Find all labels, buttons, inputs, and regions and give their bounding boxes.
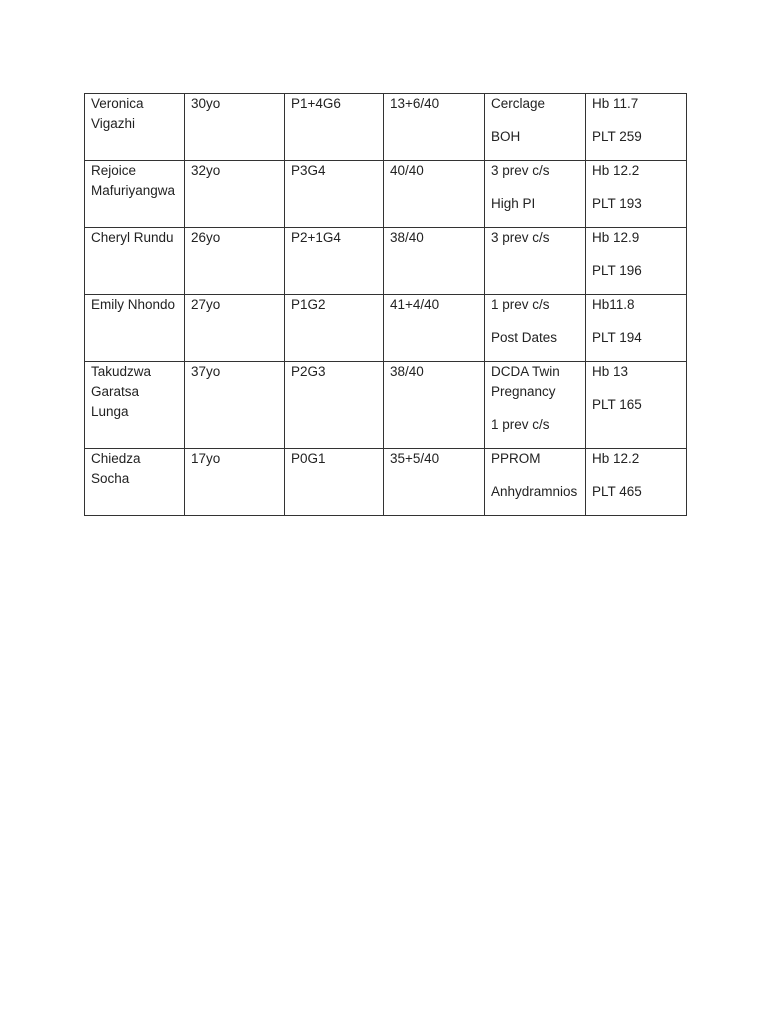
gestation-text: 38/40 <box>390 364 424 379</box>
parity-cell <box>285 449 384 516</box>
gestation-cell <box>384 228 485 295</box>
gestation-cell <box>384 449 485 516</box>
notes-cell <box>485 449 586 516</box>
gestation-text: 35+5/40 <box>390 451 440 466</box>
gestation-cell <box>384 295 485 362</box>
parity-text: P2+1G4 <box>291 230 341 245</box>
note-line: 1 prev c/s <box>491 417 550 432</box>
note-line: DCDA Twin <box>491 364 560 379</box>
age-cell <box>185 295 285 362</box>
parity-cell <box>285 228 384 295</box>
labs-cell <box>586 94 687 161</box>
plt-value: PLT 196 <box>592 263 642 278</box>
gestation-text: 13+6/40 <box>390 96 440 111</box>
labs-cell <box>586 295 687 362</box>
patient-name-cell <box>85 94 185 161</box>
patient-name-cell <box>85 228 185 295</box>
age-text: 26yo <box>191 230 221 245</box>
gestation-cell <box>384 362 485 449</box>
parity-cell <box>285 295 384 362</box>
notes-cell <box>485 228 586 295</box>
patient-name-cell <box>85 295 185 362</box>
age-text: 30yo <box>191 96 221 111</box>
patient-name-line: Rejoice <box>91 163 137 178</box>
age-cell <box>185 449 285 516</box>
patient-name-line: Chiedza <box>91 451 141 466</box>
patient-name-line: Cheryl Rundu <box>91 230 174 245</box>
hb-value: Hb 11.7 <box>592 96 639 111</box>
patient-name-line: Garatsa <box>91 384 140 399</box>
patient-name-line: Emily Nhondo <box>91 297 176 312</box>
hb-value: Hb 12.9 <box>592 230 640 245</box>
notes-cell <box>485 94 586 161</box>
age-text: 32yo <box>191 163 221 178</box>
age-cell <box>185 161 285 228</box>
age-text: 27yo <box>191 297 221 312</box>
age-text: 17yo <box>191 451 221 466</box>
parity-cell <box>285 362 384 449</box>
note-line: 3 prev c/s <box>491 163 550 178</box>
patient-name-line: Lunga <box>91 404 129 419</box>
gestation-cell <box>384 94 485 161</box>
note-line: 3 prev c/s <box>491 230 550 245</box>
patient-name-line: Mafuriyangwa <box>91 183 176 198</box>
notes-cell <box>485 161 586 228</box>
hb-value: Hb 12.2 <box>592 163 640 178</box>
patient-name-line: Takudzwa <box>91 364 152 379</box>
labs-cell <box>586 228 687 295</box>
table-row <box>85 228 687 295</box>
notes-cell <box>485 362 586 449</box>
patient-name-cell <box>85 362 185 449</box>
parity-cell <box>285 94 384 161</box>
parity-text: P1+4G6 <box>291 96 341 111</box>
gestation-cell <box>384 161 485 228</box>
note-line: Post Dates <box>491 330 558 345</box>
age-cell <box>185 94 285 161</box>
note-line: High PI <box>491 196 536 211</box>
parity-text: P2G3 <box>291 364 326 379</box>
age-text: 37yo <box>191 364 221 379</box>
parity-text: P0G1 <box>291 451 326 466</box>
hb-value: Hb 12.2 <box>592 451 640 466</box>
note-line: Cerclage <box>491 96 546 111</box>
gestation-text: 40/40 <box>390 163 424 178</box>
patient-name-line: Socha <box>91 471 130 486</box>
parity-text: P3G4 <box>291 163 326 178</box>
plt-value: PLT 193 <box>592 196 642 211</box>
table-row <box>85 295 687 362</box>
parity-cell <box>285 161 384 228</box>
note-line: PPROM <box>491 451 541 466</box>
patient-name-cell <box>85 449 185 516</box>
patient-name-cell <box>85 161 185 228</box>
parity-text: P1G2 <box>291 297 326 312</box>
table-row <box>85 362 687 449</box>
plt-value: PLT 465 <box>592 484 642 499</box>
table-row <box>85 161 687 228</box>
note-line: BOH <box>491 129 521 144</box>
patient-name-line: Vigazhi <box>91 116 136 131</box>
plt-value: PLT 165 <box>592 397 642 412</box>
patient-name-line: Veronica <box>91 96 144 111</box>
age-cell <box>185 362 285 449</box>
labs-cell <box>586 161 687 228</box>
plt-value: PLT 259 <box>592 129 642 144</box>
table-row <box>85 449 687 516</box>
note-line: Pregnancy <box>491 384 556 399</box>
table-row <box>85 94 687 161</box>
gestation-text: 41+4/40 <box>390 297 440 312</box>
hb-value: Hb 13 <box>592 364 629 379</box>
note-line: Anhydramnios <box>491 484 578 499</box>
labs-cell <box>586 449 687 516</box>
hb-value: Hb11.8 <box>592 297 635 312</box>
notes-cell <box>485 295 586 362</box>
patient-table <box>84 93 687 516</box>
age-cell <box>185 228 285 295</box>
note-line: 1 prev c/s <box>491 297 550 312</box>
plt-value: PLT 194 <box>592 330 642 345</box>
gestation-text: 38/40 <box>390 230 424 245</box>
labs-cell <box>586 362 687 449</box>
